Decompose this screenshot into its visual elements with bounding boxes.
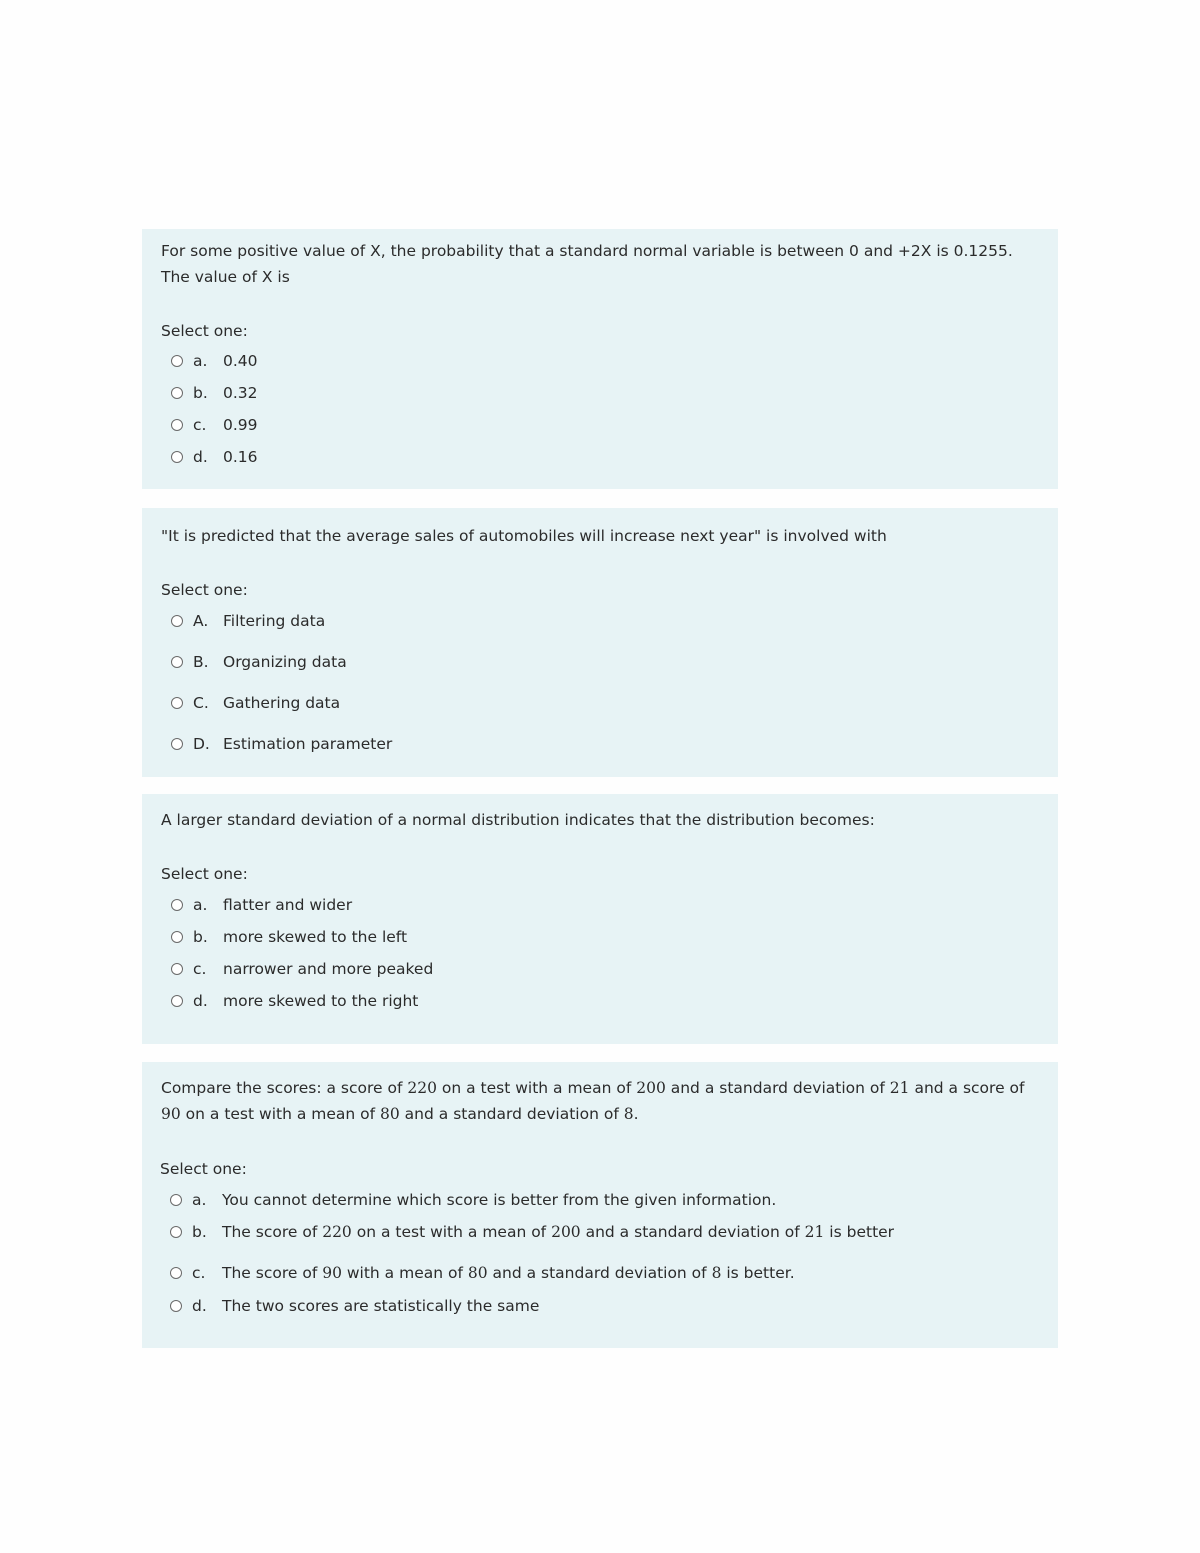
mean-value: 80 <box>467 1264 488 1282</box>
option-text: Gathering data <box>223 694 341 712</box>
option-text: flatter and wider <box>223 896 353 914</box>
option-letter: c. <box>193 416 207 434</box>
option-letter: c. <box>192 1264 206 1282</box>
option-text: more skewed to the left <box>223 928 408 946</box>
option-d[interactable] <box>171 992 418 1010</box>
option-letter: B. <box>193 653 209 671</box>
text-part: is better <box>824 1223 895 1241</box>
sd-value: 8 <box>623 1105 634 1123</box>
option-letter: b. <box>192 1223 207 1241</box>
score-value: 220 <box>407 1079 437 1097</box>
question-card-3 <box>142 794 1058 1044</box>
text-part: on a test with a mean of <box>351 1223 552 1241</box>
radio-button[interactable] <box>170 1194 182 1206</box>
option-text: Organizing data <box>223 653 347 671</box>
select-one-label: Select one: <box>160 1160 247 1178</box>
radio-button[interactable] <box>171 451 183 463</box>
question-card-2 <box>142 508 1058 777</box>
sd-value: 21 <box>804 1223 825 1241</box>
sd-value: 21 <box>889 1079 910 1097</box>
option-text: 0.16 <box>223 448 258 466</box>
option-B[interactable] <box>171 653 347 671</box>
radio-button[interactable] <box>170 1300 182 1312</box>
option-c[interactable] <box>171 960 433 978</box>
radio-button[interactable] <box>171 931 183 943</box>
option-letter: d. <box>192 1297 207 1315</box>
mean-value: 80 <box>380 1105 400 1123</box>
text-part: The score of <box>222 1264 323 1282</box>
question-text <box>161 1075 1024 1127</box>
text-part: on a test with a mean of <box>180 1105 381 1123</box>
option-text: 0.32 <box>223 384 258 402</box>
text-part: and a standard deviation of <box>399 1105 624 1123</box>
option-text: more skewed to the right <box>223 992 419 1010</box>
score-value: 90 <box>161 1105 181 1123</box>
option-d[interactable] <box>170 1297 539 1315</box>
text-part: and a standard deviation of <box>487 1264 712 1282</box>
select-one-label: Select one: <box>161 322 248 340</box>
option-a[interactable] <box>171 896 352 914</box>
option-letter: b. <box>193 928 208 946</box>
radio-button[interactable] <box>171 738 183 750</box>
mean-value: 200 <box>636 1079 666 1097</box>
question-text-line-2: The value of X is <box>161 268 290 286</box>
text-part: The score of <box>222 1223 323 1241</box>
option-text <box>222 1223 894 1241</box>
option-b[interactable] <box>171 384 258 402</box>
option-letter: c. <box>193 960 207 978</box>
option-letter: A. <box>193 612 209 630</box>
option-c[interactable] <box>171 416 258 434</box>
radio-button[interactable] <box>171 995 183 1007</box>
question-text: A larger standard deviation of a normal distribution indicates that the distribution becomes: <box>161 811 875 829</box>
option-letter: a. <box>193 352 208 370</box>
option-text <box>222 1264 795 1282</box>
question-text-line-1: For some positive value of X, the probability that a standard normal variable is between 0 and +2X is 0.1255. <box>161 242 1013 260</box>
option-A[interactable] <box>171 612 325 630</box>
radio-button[interactable] <box>171 656 183 668</box>
option-D[interactable] <box>171 735 392 753</box>
option-c[interactable] <box>170 1264 795 1282</box>
text-part: with a mean of <box>341 1264 468 1282</box>
option-letter: a. <box>192 1191 207 1209</box>
option-letter: D. <box>193 735 210 753</box>
select-one-label: Select one: <box>161 581 248 599</box>
radio-button[interactable] <box>170 1267 182 1279</box>
option-a[interactable] <box>171 352 258 370</box>
text-part: and a standard deviation of <box>665 1079 890 1097</box>
question-text: "It is predicted that the average sales of automobiles will increase next year" is involved with <box>161 527 887 545</box>
sd-value: 8 <box>711 1264 722 1282</box>
option-letter: C. <box>193 694 209 712</box>
radio-button[interactable] <box>171 615 183 627</box>
radio-button[interactable] <box>170 1226 182 1238</box>
radio-button[interactable] <box>171 355 183 367</box>
option-text: 0.40 <box>223 352 258 370</box>
option-text: 0.99 <box>223 416 258 434</box>
option-C[interactable] <box>171 694 340 712</box>
option-b[interactable] <box>171 928 407 946</box>
radio-button[interactable] <box>171 963 183 975</box>
score-value: 220 <box>322 1223 352 1241</box>
option-text: narrower and more peaked <box>223 960 434 978</box>
option-a[interactable] <box>170 1191 776 1209</box>
text-part: and a standard deviation of <box>580 1223 805 1241</box>
radio-button[interactable] <box>171 419 183 431</box>
option-text: The two scores are statistically the same <box>222 1297 540 1315</box>
text-part: Compare the scores: a score of <box>161 1079 408 1097</box>
text-part: is better. <box>721 1264 795 1282</box>
question-card-4 <box>142 1062 1058 1348</box>
radio-button[interactable] <box>171 899 183 911</box>
mean-value: 200 <box>551 1223 581 1241</box>
option-text: You cannot determine which score is better from the given information. <box>222 1191 777 1209</box>
radio-button[interactable] <box>171 387 183 399</box>
select-one-label: Select one: <box>161 865 248 883</box>
text-part: on a test with a mean of <box>436 1079 637 1097</box>
option-text: Estimation parameter <box>223 735 393 753</box>
option-text: Filtering data <box>223 612 326 630</box>
option-d[interactable] <box>171 448 258 466</box>
option-letter: b. <box>193 384 208 402</box>
text-part: and a score of <box>909 1079 1025 1097</box>
radio-button[interactable] <box>171 697 183 709</box>
text-part: . <box>633 1105 639 1123</box>
question-card-1 <box>142 229 1058 489</box>
score-value: 90 <box>322 1264 342 1282</box>
option-letter: a. <box>193 896 208 914</box>
option-b[interactable] <box>170 1223 894 1241</box>
option-letter: d. <box>193 992 208 1010</box>
question-text <box>161 238 1013 290</box>
option-letter: d. <box>193 448 208 466</box>
